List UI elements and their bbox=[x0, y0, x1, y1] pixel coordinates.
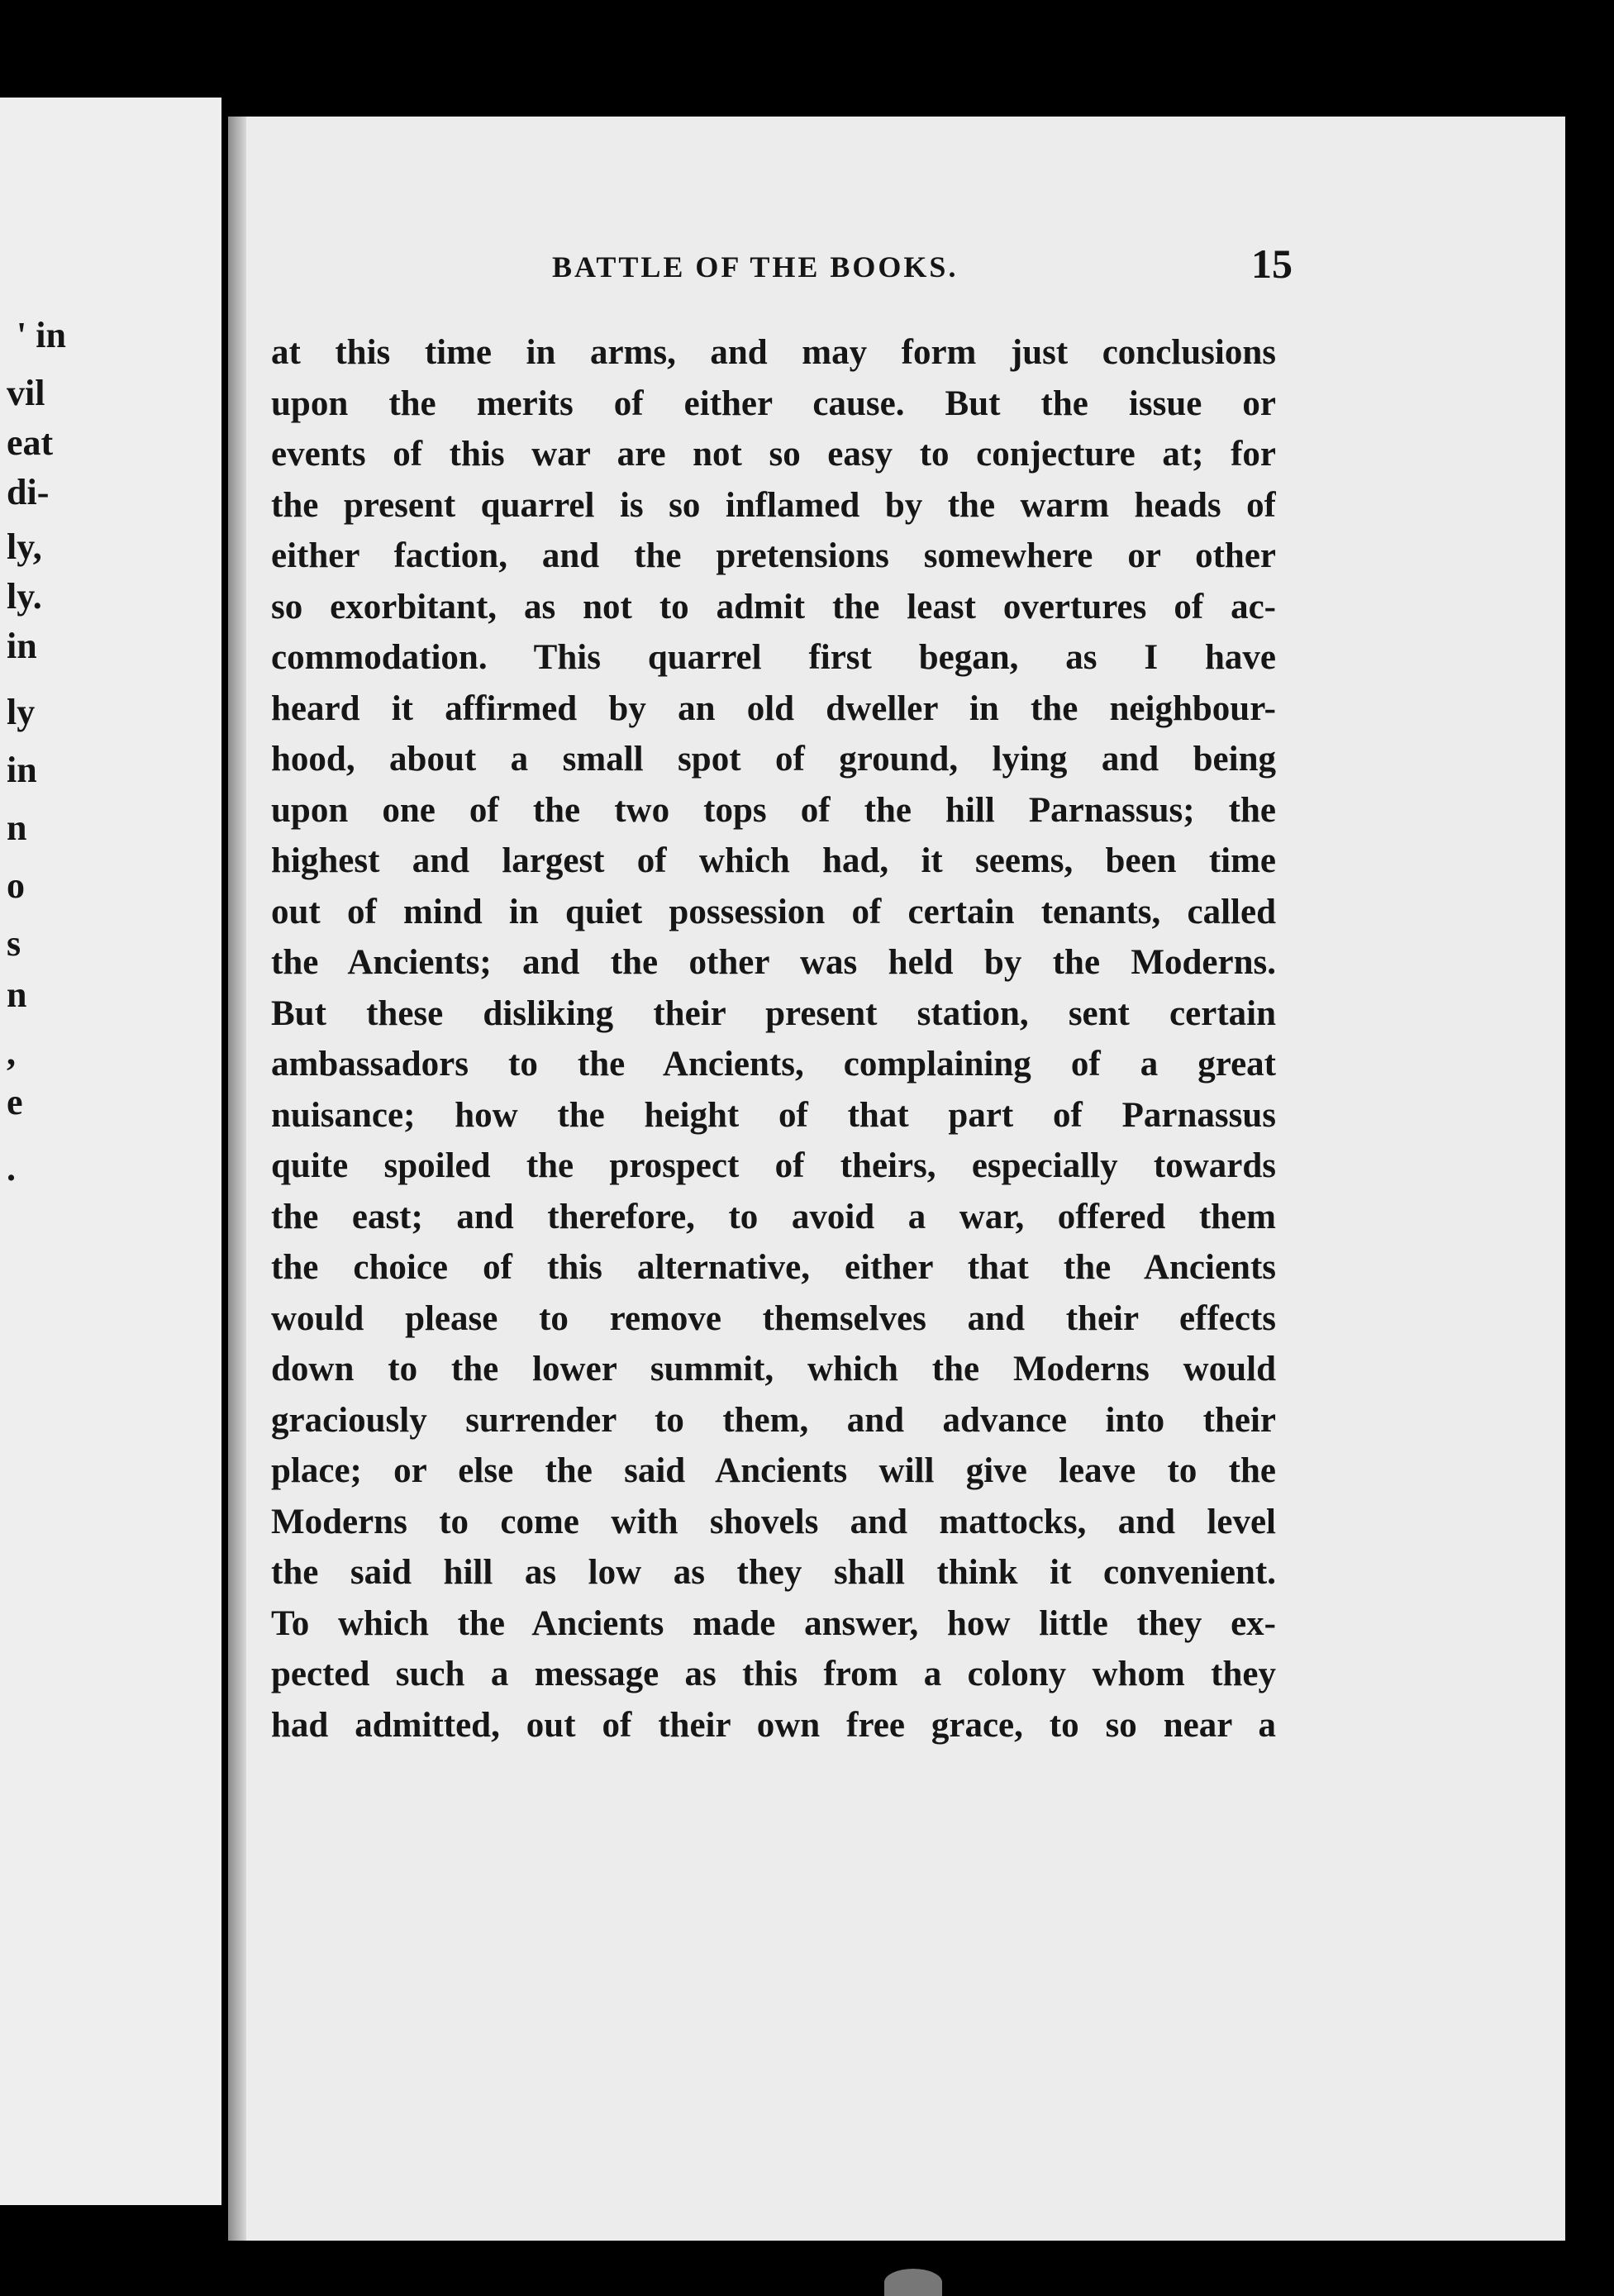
scan-artifact bbox=[884, 2269, 942, 2296]
text-line: events of this war are not so easy to conjecture at; for bbox=[271, 435, 1276, 474]
text-line: To which the Ancients made answer, how little they ex- bbox=[271, 1603, 1276, 1643]
left-page-text-fragment: ly, bbox=[7, 526, 42, 567]
left-page-text-fragment: ly. bbox=[7, 576, 42, 617]
text-line: out of mind in quiet possession of certain tenants, called bbox=[271, 892, 1276, 931]
left-page-text-fragment: e bbox=[7, 1082, 23, 1122]
text-line: the choice of this alternative, either that the Ancients bbox=[271, 1248, 1276, 1287]
text-line: But these disliking their present station, sent certain bbox=[271, 993, 1276, 1033]
left-page-text-fragment: n bbox=[7, 807, 27, 848]
left-page-text-fragment: . bbox=[7, 1148, 16, 1188]
text-line: heard it affirmed by an old dweller in the neighbour- bbox=[271, 688, 1276, 728]
text-line: place; or else the said Ancients will give leave to the bbox=[271, 1451, 1276, 1490]
left-page-text-fragment: di- bbox=[7, 472, 50, 512]
text-line: would please to remove themselves and their effects bbox=[271, 1298, 1276, 1338]
left-page-text-fragment: s bbox=[7, 923, 21, 964]
text-line: pected such a message as this from a colony whom they bbox=[271, 1655, 1276, 1693]
text-line: so exorbitant, as not to admit the least overtures of ac- bbox=[271, 587, 1276, 626]
text-line: graciously surrender to them, and advance into their bbox=[271, 1400, 1276, 1440]
text-line: down to the lower summit, which the Moderns would bbox=[271, 1350, 1276, 1389]
text-line: the present quarrel is so inflamed by the warm heads of bbox=[271, 485, 1276, 525]
text-line: highest and largest of which had, it seems, been time bbox=[271, 841, 1276, 880]
left-page-text-fragment: eat bbox=[7, 422, 54, 463]
page-number: 15 bbox=[1251, 241, 1293, 287]
page-binding-shadow bbox=[228, 117, 246, 2241]
text-line: the said hill as low as they shall think it convenient. bbox=[271, 1553, 1276, 1592]
text-line: at this time in arms, and may form just conclusions bbox=[271, 333, 1276, 372]
left-page-text-fragment: o bbox=[7, 865, 25, 906]
left-page-text-fragment: in bbox=[7, 750, 37, 790]
text-line: the Ancients; and the other was held by the Moderns. bbox=[271, 943, 1276, 982]
left-page-text-fragment: vil bbox=[7, 373, 45, 413]
text-line: ambassadors to the Ancients, complaining of a great bbox=[271, 1045, 1276, 1084]
left-page-text-fragment: ' in bbox=[17, 315, 66, 355]
text-line: the east; and therefore, to avoid a war, offered them bbox=[271, 1197, 1276, 1236]
text-line: had admitted, out of their own free grace, to so near a bbox=[271, 1705, 1276, 1745]
text-line: nuisance; how the height of that part of Parnassus bbox=[271, 1095, 1276, 1135]
text-line: commodation. This quarrel first began, as I have bbox=[271, 638, 1276, 677]
left-page-fragment bbox=[0, 98, 221, 2205]
text-line: quite spoiled the prospect of theirs, especially towards bbox=[271, 1146, 1276, 1185]
body-text bbox=[271, 327, 1276, 1751]
left-page-text-fragment: ly bbox=[7, 692, 36, 732]
text-line: Moderns to come with shovels and mattocks, and level bbox=[271, 1502, 1276, 1541]
left-page-text-fragment: , bbox=[7, 1032, 16, 1073]
text-line: either faction, and the pretensions somewhere or other bbox=[271, 536, 1276, 575]
running-title: BATTLE OF THE BOOKS. bbox=[552, 250, 959, 283]
left-page-text-fragment: in bbox=[7, 626, 37, 666]
text-line: hood, about a small spot of ground, lying and being bbox=[271, 740, 1276, 779]
left-page-text-fragment: n bbox=[7, 974, 27, 1015]
text-line: upon the merits of either cause. But the issue or bbox=[271, 383, 1276, 423]
text-line: upon one of the two tops of the hill Parnassus; the bbox=[271, 790, 1276, 830]
